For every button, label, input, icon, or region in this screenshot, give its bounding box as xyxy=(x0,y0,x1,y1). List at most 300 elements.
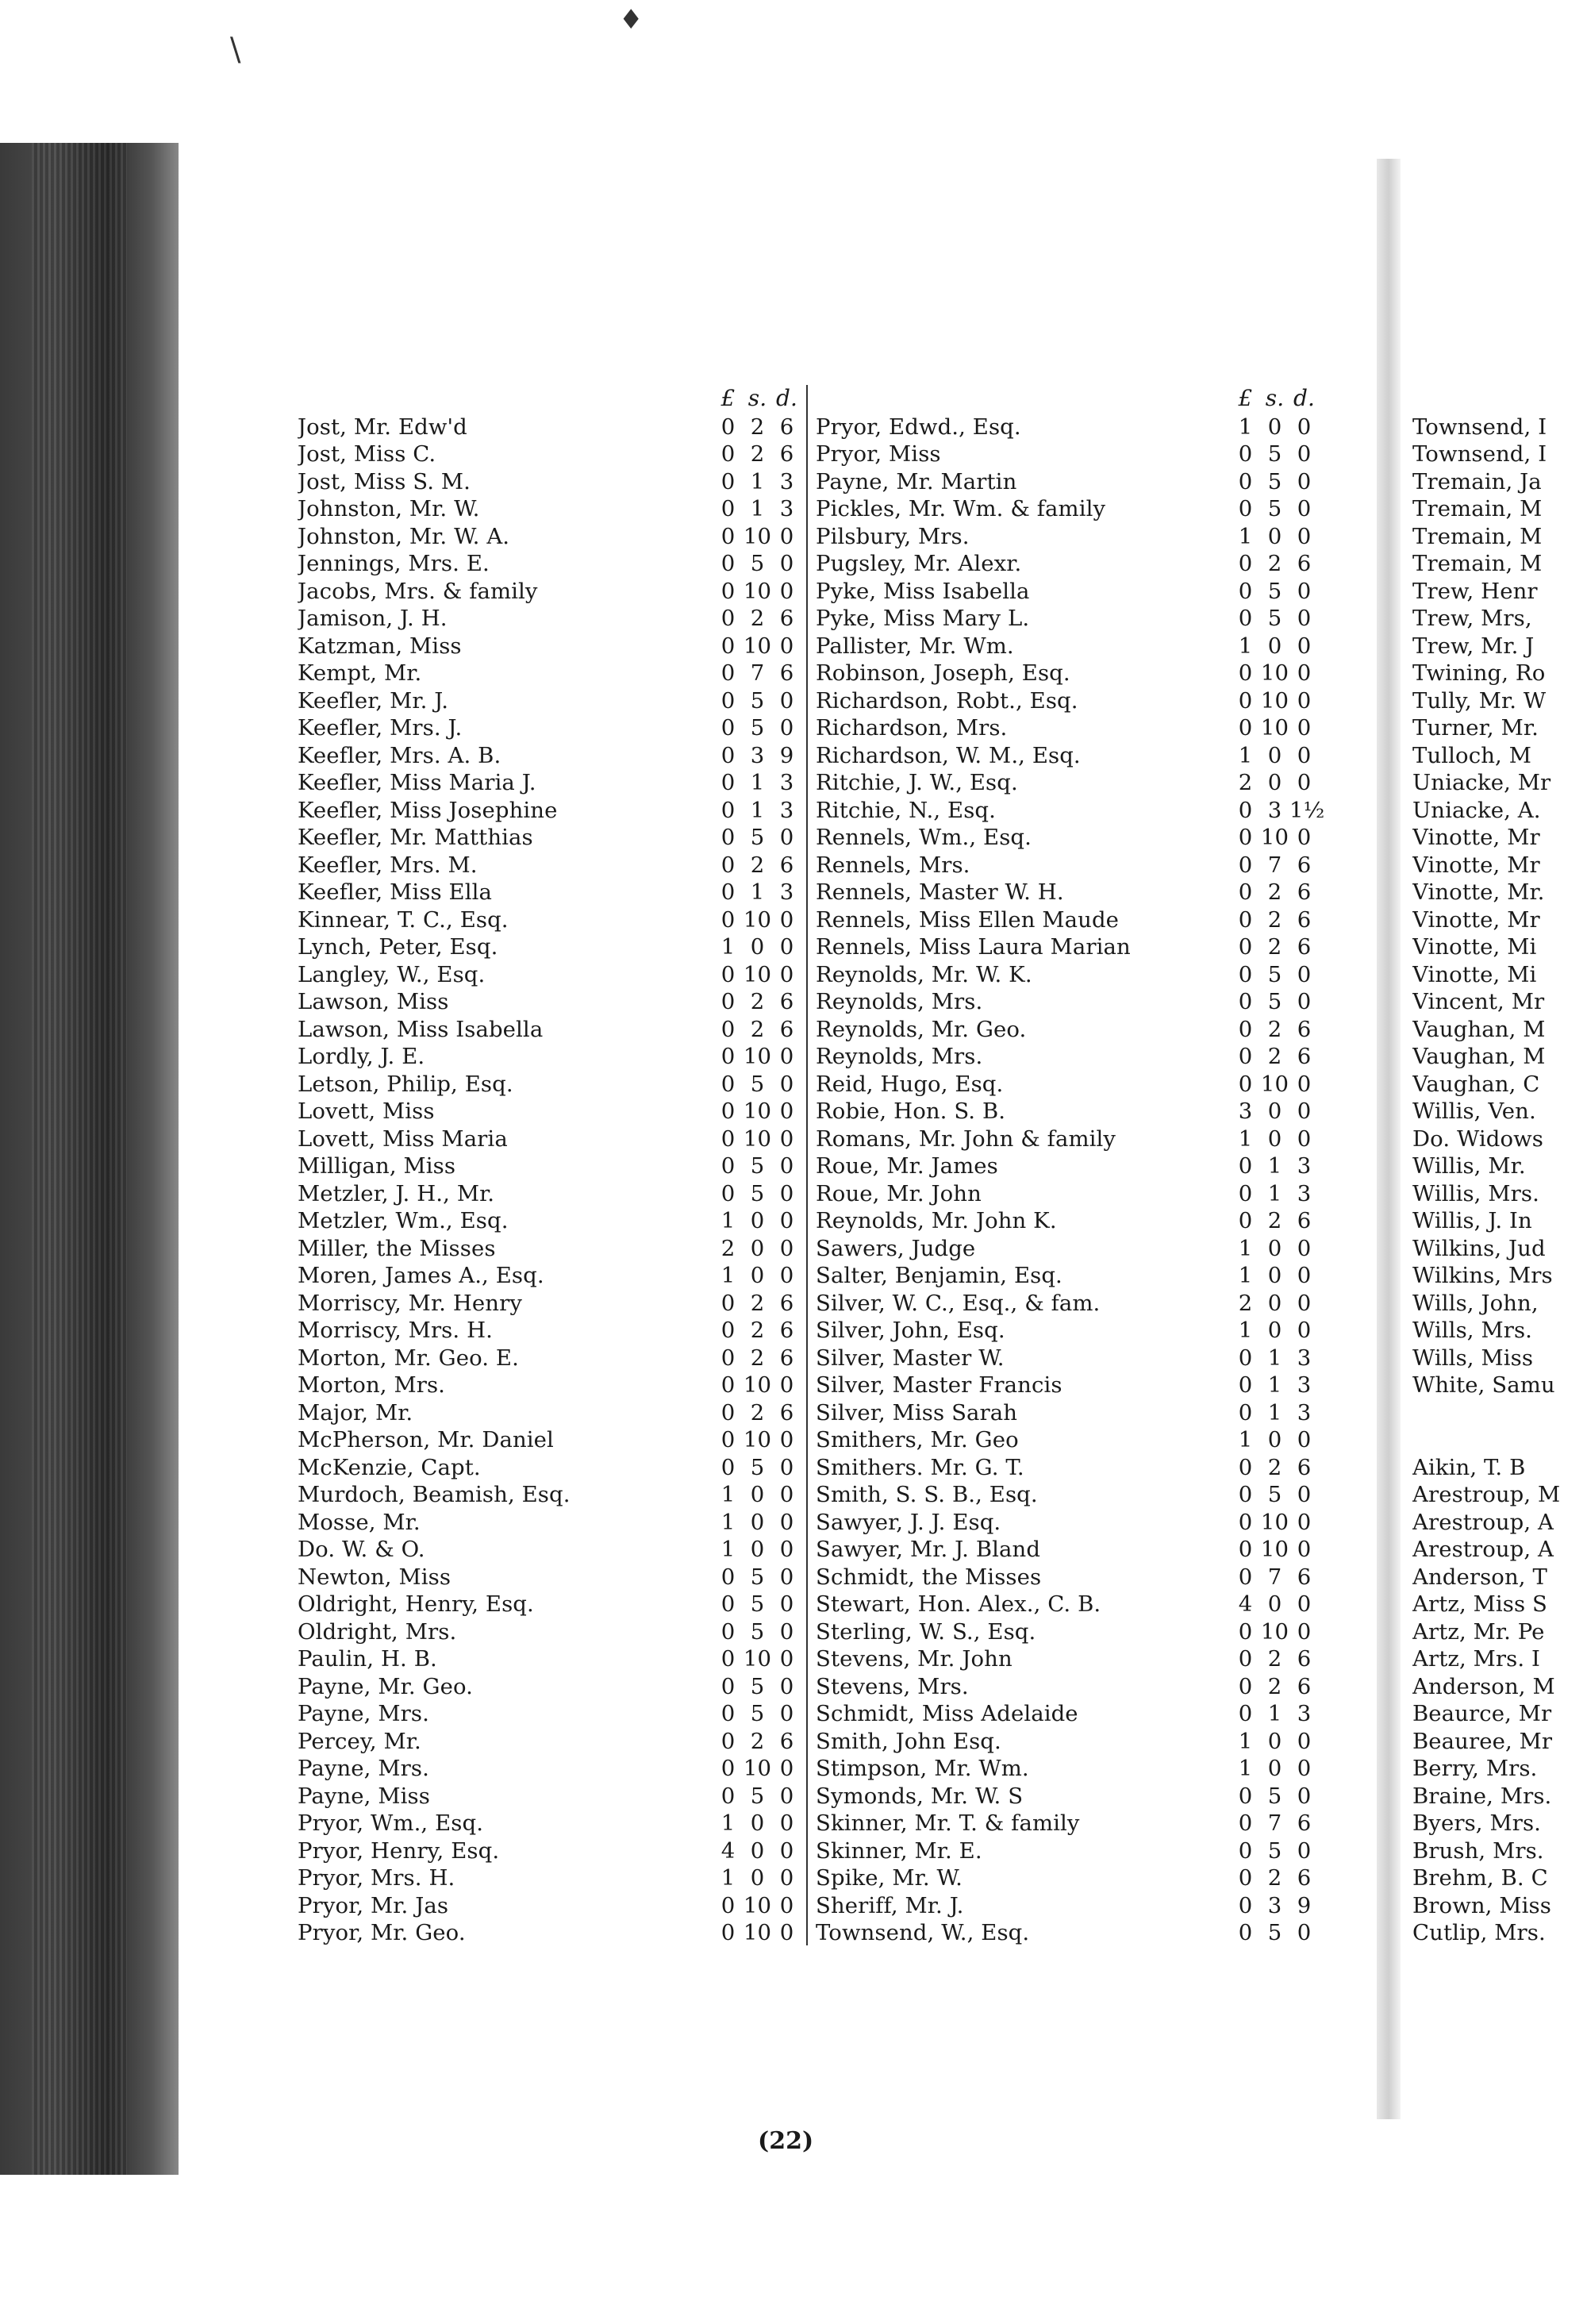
pence-value: 3 xyxy=(1297,1345,1312,1371)
subscriber-row xyxy=(816,1233,1319,1261)
pence-value: 0 xyxy=(1297,1837,1312,1864)
pounds-value: 0 xyxy=(720,825,736,850)
shillings-value: 1 xyxy=(1267,1701,1282,1726)
subscriber-name-partial: Arestroup, A xyxy=(1412,1509,1554,1535)
pounds-value: 1 xyxy=(1238,1125,1253,1152)
pence-value: 6 xyxy=(779,852,794,878)
pounds-value: 0 xyxy=(720,1071,736,1097)
pounds-value: 0 xyxy=(720,852,736,878)
shillings-value: 2 xyxy=(750,852,765,878)
subscriber-name: Stewart, Hon. Alex., C. B. xyxy=(816,1591,1101,1617)
subscriber-name-partial: White, Samu xyxy=(1412,1372,1555,1398)
subscriber-row xyxy=(298,659,801,687)
subscriber-name-partial: Do. Widows xyxy=(1412,1125,1543,1152)
pounds-value: 0 xyxy=(720,1564,736,1590)
shillings-value: 2 xyxy=(1267,1208,1282,1233)
shillings-value: 2 xyxy=(750,1399,765,1426)
shillings-value: 5 xyxy=(1267,1837,1282,1864)
pounds-value: 0 xyxy=(720,715,736,741)
subscriber-row-partial xyxy=(1412,440,1587,467)
shillings-value: 0 xyxy=(1267,1263,1282,1288)
pence-value: 3 xyxy=(779,797,794,823)
subscriber-row xyxy=(816,1891,1319,1918)
pence-value: 0 xyxy=(779,1071,794,1097)
subscriber-name: Roue, Mr. John xyxy=(816,1180,982,1206)
subscriber-name: Lordly, J. E. xyxy=(298,1044,425,1069)
pounds-value: 1 xyxy=(720,1263,736,1288)
subscriber-name: McKenzie, Capt. xyxy=(298,1454,481,1480)
subscriber-row xyxy=(816,714,1319,741)
subscriber-name-partial: Vinotte, Mi xyxy=(1412,961,1537,987)
pounds-value: 0 xyxy=(1238,1865,1253,1891)
pounds-value: 0 xyxy=(720,468,736,494)
shillings-value: 10 xyxy=(743,1099,772,1124)
pence-value: 0 xyxy=(779,687,794,714)
subscriber-name-partial: Trew, Henr xyxy=(1412,578,1538,604)
shillings-value: 0 xyxy=(1267,1235,1282,1261)
shillings-value: 1 xyxy=(1267,1399,1282,1426)
subscriber-name: Payne, Mr. Geo. xyxy=(298,1673,473,1699)
subscriber-row-partial xyxy=(1412,1069,1587,1097)
pence-value: 3 xyxy=(779,496,794,521)
subscriber-name: Stevens, Mr. John xyxy=(816,1646,1013,1672)
subscriber-name: Salter, Benjamin, Esq. xyxy=(816,1263,1062,1288)
subscriber-name: Oldright, Henry, Esq. xyxy=(298,1591,534,1617)
shillings-value: 10 xyxy=(1260,687,1289,714)
pounds-value: 0 xyxy=(1238,1537,1253,1562)
subscriber-name: Lawson, Miss xyxy=(298,989,449,1014)
subscriber-row xyxy=(816,1398,1319,1426)
pence-value: 3 xyxy=(1297,1153,1312,1179)
subscriber-row-partial xyxy=(1412,1042,1587,1070)
shillings-value: 0 xyxy=(750,934,765,960)
subscriber-name: Reid, Hugo, Esq. xyxy=(816,1071,1004,1097)
subscriber-row-partial xyxy=(1412,987,1587,1015)
subscriber-row xyxy=(816,1809,1319,1837)
subscriber-row-partial xyxy=(1412,741,1587,768)
pence-header: d. xyxy=(1293,385,1316,411)
pence-value: 0 xyxy=(779,715,794,741)
pence-value: 0 xyxy=(779,1180,794,1206)
subscriber-row xyxy=(298,1617,801,1645)
subscriber-row xyxy=(816,659,1319,687)
pounds-value: 0 xyxy=(1238,1783,1253,1809)
shillings-value: 1 xyxy=(750,496,765,521)
subscriber-row-partial xyxy=(1412,1864,1587,1891)
shillings-value: 2 xyxy=(750,441,765,467)
pounds-value: 1 xyxy=(1238,523,1253,549)
subscriber-name: Silver, W. C., Esq., & fam. xyxy=(816,1290,1101,1316)
pounds-value: 0 xyxy=(1238,1618,1253,1645)
shillings-value: 7 xyxy=(1267,1810,1282,1836)
subscriber-name: Jamison, J. H. xyxy=(298,606,448,631)
shillings-value: 1 xyxy=(750,770,765,795)
subscriber-name: Jost, Mr. Edw'd xyxy=(298,414,467,440)
subscriber-row xyxy=(298,714,801,741)
subscriber-row xyxy=(298,549,801,577)
shillings-value: 2 xyxy=(750,989,765,1014)
pence-value: 0 xyxy=(1297,633,1312,659)
pounds-value: 0 xyxy=(1238,715,1253,741)
pounds-value: 0 xyxy=(1238,578,1253,604)
shillings-value: 0 xyxy=(1267,1427,1282,1452)
pounds-value: 0 xyxy=(720,441,736,467)
subscriber-name: Johnston, Mr. W. A. xyxy=(298,523,510,549)
subscriber-name-partial: Brown, Miss xyxy=(1412,1892,1551,1918)
subscriber-row xyxy=(816,1152,1319,1179)
shillings-value: 10 xyxy=(743,961,772,987)
subscriber-row-partial xyxy=(1412,1014,1587,1042)
subscriber-name-partial: Wilkins, Mrs xyxy=(1412,1263,1553,1288)
subscriber-row-partial xyxy=(1412,576,1587,604)
shillings-value: 1 xyxy=(750,879,765,905)
pounds-value: 0 xyxy=(720,1454,736,1480)
subscriber-name: Keefler, Miss Josephine xyxy=(298,797,558,823)
pence-value: 0 xyxy=(1297,660,1312,686)
subscriber-row xyxy=(298,1152,801,1179)
subscriber-row-partial xyxy=(1412,1535,1587,1563)
pence-value: 0 xyxy=(1297,414,1312,440)
subscriber-row xyxy=(298,1452,801,1480)
subscriber-name: Reynolds, Mr. W. K. xyxy=(816,961,1032,987)
subscriber-name: Silver, Miss Sarah xyxy=(816,1399,1018,1426)
shillings-value: 10 xyxy=(743,1756,772,1781)
subscriber-name-partial: Vaughan, C xyxy=(1412,1071,1540,1097)
subscriber-row-partial xyxy=(1412,1645,1587,1672)
pence-value: 6 xyxy=(1297,1673,1312,1699)
subscriber-name: Keefler, Mr. J. xyxy=(298,687,449,714)
subscriber-name-partial: Cutlip, Mrs. xyxy=(1412,1920,1546,1945)
shillings-value: 5 xyxy=(1267,441,1282,467)
subscriber-row xyxy=(298,1426,801,1453)
subscriber-name: Jost, Miss C. xyxy=(298,441,436,467)
shillings-value: 10 xyxy=(1260,660,1289,686)
pounds-value: 0 xyxy=(720,606,736,631)
pounds-value: 0 xyxy=(720,633,736,659)
subscriber-name: Rennels, Miss Ellen Maude xyxy=(816,906,1120,933)
subscriber-row xyxy=(298,1918,801,1946)
subscriber-name: Keefler, Mrs. A. B. xyxy=(298,742,501,768)
subscriber-row xyxy=(816,1480,1319,1508)
subscriber-name: Pryor, Mr. Geo. xyxy=(298,1920,466,1945)
pounds-value: 2 xyxy=(720,1235,736,1261)
pounds-value: 0 xyxy=(1238,606,1253,631)
shillings-value: 2 xyxy=(1267,1673,1282,1699)
subscriber-row xyxy=(816,1316,1319,1344)
pence-value: 0 xyxy=(779,1673,794,1699)
subscriber-row-partial xyxy=(1412,1781,1587,1809)
pence-value: 6 xyxy=(1297,1044,1312,1069)
pence-value: 6 xyxy=(1297,1810,1312,1836)
shillings-value: 0 xyxy=(1267,1099,1282,1124)
pounds-value: 1 xyxy=(1238,1756,1253,1781)
pounds-value: 0 xyxy=(1238,934,1253,960)
shillings-value: 10 xyxy=(743,1125,772,1152)
pence-value: 0 xyxy=(1297,1482,1312,1507)
shillings-value: 5 xyxy=(750,825,765,850)
subscriber-row-partial xyxy=(1412,1233,1587,1261)
subscriber-name: Kinnear, T. C., Esq. xyxy=(298,906,509,933)
pence-value: 0 xyxy=(1297,468,1312,494)
shillings-value: 0 xyxy=(1267,414,1282,440)
shillings-value: 5 xyxy=(750,1153,765,1179)
pounds-value: 0 xyxy=(1238,797,1253,823)
subscriber-row xyxy=(298,823,801,851)
subscriber-name: Keefler, Mr. Matthias xyxy=(298,825,533,850)
subscriber-name: Keefler, Miss Maria J. xyxy=(298,770,536,795)
subscriber-name: McPherson, Mr. Daniel xyxy=(298,1427,554,1452)
pence-value: 9 xyxy=(779,742,794,768)
subscriber-row xyxy=(298,1371,801,1399)
subscriber-row-partial xyxy=(1412,659,1587,687)
pence-value: 1½ xyxy=(1289,797,1325,823)
shillings-value: 7 xyxy=(750,660,765,686)
pence-value: 0 xyxy=(1297,742,1312,768)
pounds-value: 0 xyxy=(720,523,736,549)
shillings-value: 5 xyxy=(750,1701,765,1726)
subscriber-name: Rennels, Mrs. xyxy=(816,852,970,878)
subscriber-row xyxy=(298,768,801,796)
subscriber-row-partial xyxy=(1412,795,1587,823)
subscriber-row xyxy=(298,1645,801,1672)
pounds-value: 1 xyxy=(720,1482,736,1507)
pence-value: 0 xyxy=(779,1564,794,1590)
shillings-value: 1 xyxy=(750,797,765,823)
shillings-value: 5 xyxy=(750,1071,765,1097)
pence-value: 6 xyxy=(779,1016,794,1042)
pence-value: 0 xyxy=(779,961,794,987)
shillings-value: 5 xyxy=(1267,496,1282,521)
subscriber-row-partial xyxy=(1412,1836,1587,1864)
subscriber-row xyxy=(816,1343,1319,1371)
shillings-value: 10 xyxy=(743,1892,772,1918)
pounds-value: 0 xyxy=(1238,1208,1253,1233)
shillings-value: 10 xyxy=(1260,825,1289,850)
subscriber-row-partial xyxy=(1412,686,1587,714)
pounds-value: 0 xyxy=(720,1618,736,1645)
subscriber-row-partial xyxy=(1412,1288,1587,1316)
pounds-header: £ xyxy=(720,385,736,411)
shillings-value: 10 xyxy=(1260,1618,1289,1645)
pence-value: 0 xyxy=(1297,496,1312,521)
shillings-value: 10 xyxy=(743,1044,772,1069)
subscriber-name: Pryor, Henry, Esq. xyxy=(298,1837,500,1864)
pence-value: 6 xyxy=(779,1728,794,1754)
pounds-value: 0 xyxy=(720,879,736,905)
page-gutter xyxy=(1377,159,1401,2119)
subscriber-row xyxy=(816,1042,1319,1070)
pence-value: 3 xyxy=(1297,1180,1312,1206)
subscriber-row xyxy=(298,1754,801,1782)
pounds-value: 0 xyxy=(1238,1892,1253,1918)
pence-value: 6 xyxy=(779,1318,794,1343)
pence-value: 0 xyxy=(1297,1427,1312,1452)
subscriber-row-partial xyxy=(1412,1452,1587,1480)
subscriber-name: Silver, John, Esq. xyxy=(816,1318,1005,1343)
pence-value: 6 xyxy=(1297,879,1312,905)
subscriber-name-partial: Wills, John, xyxy=(1412,1290,1539,1316)
subscriber-row-partial xyxy=(1412,631,1587,659)
subscriber-row-partial xyxy=(1412,1672,1587,1699)
shillings-value: 5 xyxy=(1267,578,1282,604)
subscriber-row-partial xyxy=(1412,1206,1587,1234)
pounds-value: 0 xyxy=(720,414,736,440)
right-column-spacer xyxy=(1412,385,1587,412)
subscriber-name: Jacobs, Mrs. & family xyxy=(298,578,538,604)
subscriber-name-partial: Uniacke, Mr xyxy=(1412,770,1551,795)
subscriber-row xyxy=(816,1288,1319,1316)
shillings-value: 10 xyxy=(1260,1509,1289,1535)
shillings-value: 2 xyxy=(1267,879,1282,905)
pence-value: 0 xyxy=(779,1591,794,1617)
shillings-value: 5 xyxy=(1267,1783,1282,1809)
shillings-value: 0 xyxy=(1267,1728,1282,1754)
pence-value: 0 xyxy=(1297,989,1312,1014)
pence-value: 0 xyxy=(779,1892,794,1918)
shillings-value: 0 xyxy=(1267,770,1282,795)
pence-value: 0 xyxy=(779,1153,794,1179)
right-column-rows xyxy=(1412,412,1587,1945)
currency-header xyxy=(816,385,1319,412)
pounds-value: 1 xyxy=(1238,1318,1253,1343)
subscriber-name-partial: Wilkins, Jud xyxy=(1412,1235,1546,1261)
shillings-value: 5 xyxy=(1267,961,1282,987)
subscriber-name: Lynch, Peter, Esq. xyxy=(298,934,498,960)
subscriber-row xyxy=(298,1507,801,1535)
pounds-value: 0 xyxy=(720,1591,736,1617)
pounds-value: 0 xyxy=(720,770,736,795)
shillings-value: 3 xyxy=(750,742,765,768)
subscriber-name-partial: Vinotte, Mr xyxy=(1412,852,1540,878)
pounds-value: 1 xyxy=(720,1208,736,1233)
pounds-value: 0 xyxy=(720,1290,736,1316)
pounds-value: 0 xyxy=(1238,1180,1253,1206)
pounds-value: 1 xyxy=(1238,414,1253,440)
shillings-value: 0 xyxy=(750,1208,765,1233)
subscriber-row-partial xyxy=(1412,1590,1587,1618)
subscriber-name: Percey, Mr. xyxy=(298,1728,421,1754)
subscriber-name: Richardson, Mrs. xyxy=(816,715,1008,741)
subscriber-row-partial xyxy=(1412,850,1587,878)
subscriber-name-partial: Townsend, I xyxy=(1412,441,1547,467)
shillings-value: 1 xyxy=(1267,1372,1282,1398)
shillings-value: 10 xyxy=(743,633,772,659)
pounds-value: 4 xyxy=(1238,1591,1253,1617)
middle-column-rows xyxy=(816,412,1325,1945)
subscriber-name: Do. W. & O. xyxy=(298,1537,425,1562)
subscriber-row xyxy=(816,494,1319,522)
pence-value: 0 xyxy=(779,1837,794,1864)
pence-value: 0 xyxy=(779,1427,794,1452)
pounds-value: 0 xyxy=(1238,852,1253,878)
subscriber-name: Stimpson, Mr. Wm. xyxy=(816,1756,1029,1781)
pounds-value: 0 xyxy=(1238,660,1253,686)
subscriber-row xyxy=(816,1781,1319,1809)
subscriber-row xyxy=(298,1864,801,1891)
shillings-value: 2 xyxy=(1267,1646,1282,1672)
shillings-value: 2 xyxy=(1267,551,1282,576)
pence-header: d. xyxy=(775,385,798,411)
subscriber-name: Keefler, Mrs. M. xyxy=(298,852,478,878)
subscriber-name-partial: Tully, Mr. W xyxy=(1412,687,1547,714)
subscriber-row xyxy=(816,933,1319,960)
pence-value: 0 xyxy=(1297,523,1312,549)
subscriber-row-partial xyxy=(1412,1097,1587,1125)
pence-value: 0 xyxy=(779,1537,794,1562)
pounds-value: 0 xyxy=(720,1399,736,1426)
subscriber-name: Sawers, Judge xyxy=(816,1235,976,1261)
subscriber-row-partial xyxy=(1412,521,1587,549)
subscriber-row xyxy=(298,631,801,659)
subscriber-name: Smithers, Mr. Geo xyxy=(816,1427,1019,1452)
pounds-value: 0 xyxy=(720,1673,736,1699)
pounds-value: 0 xyxy=(720,551,736,576)
subscriber-row xyxy=(816,1069,1319,1097)
subscriber-name: Pilsbury, Mrs. xyxy=(816,523,970,549)
pounds-value: 0 xyxy=(1238,1810,1253,1836)
subscriber-name: Ritchie, N., Esq. xyxy=(816,797,996,823)
subscriber-name: Romans, Mr. John & family xyxy=(816,1125,1116,1152)
pounds-value: 0 xyxy=(720,1318,736,1343)
subscriber-name: Pryor, Wm., Esq. xyxy=(298,1810,484,1836)
subscriber-name-partial: Vincent, Mr xyxy=(1412,989,1545,1014)
pounds-value: 0 xyxy=(720,1125,736,1152)
pounds-value: 0 xyxy=(720,1372,736,1398)
shillings-value: 5 xyxy=(750,1454,765,1480)
shillings-value: 2 xyxy=(1267,1016,1282,1042)
subscriber-row xyxy=(816,686,1319,714)
pence-value: 3 xyxy=(1297,1399,1312,1426)
subscriber-row xyxy=(816,1535,1319,1563)
shillings-value: 0 xyxy=(750,1235,765,1261)
pence-value: 0 xyxy=(1297,1071,1312,1097)
pence-value: 0 xyxy=(779,1865,794,1891)
subscriber-name: Pryor, Mr. Jas xyxy=(298,1892,449,1918)
subscriber-row xyxy=(816,1097,1319,1125)
subscriber-name: Payne, Mrs. xyxy=(298,1701,429,1726)
subscriber-name: Letson, Philip, Esq. xyxy=(298,1071,513,1097)
subscriber-name-partial: Vinotte, Mr xyxy=(1412,906,1540,933)
shillings-value: 5 xyxy=(750,687,765,714)
pence-value: 6 xyxy=(779,1399,794,1426)
pence-value: 0 xyxy=(779,1756,794,1781)
subscriber-row-partial xyxy=(1412,1809,1587,1837)
shillings-value: 5 xyxy=(750,1618,765,1645)
subscriber-row-partial xyxy=(1412,1426,1587,1453)
subscriber-row xyxy=(816,631,1319,659)
subscriber-name: Lovett, Miss xyxy=(298,1099,435,1124)
pence-value: 0 xyxy=(1297,1125,1312,1152)
pounds-value: 0 xyxy=(1238,1673,1253,1699)
shillings-value: 2 xyxy=(750,1728,765,1754)
pounds-value: 0 xyxy=(1238,1920,1253,1945)
pence-value: 0 xyxy=(1297,1783,1312,1809)
subscriber-name: Major, Mr. xyxy=(298,1399,413,1426)
subscriber-row xyxy=(298,1014,801,1042)
subscriber-row xyxy=(298,1343,801,1371)
subscriber-name-partial: Twining, Ro xyxy=(1412,660,1546,686)
subscriber-name: Pryor, Miss xyxy=(816,441,941,467)
subscriber-name-partial: Arestroup, M xyxy=(1412,1482,1561,1507)
pence-value: 0 xyxy=(779,633,794,659)
shillings-value: 0 xyxy=(750,1865,765,1891)
pounds-value: 1 xyxy=(1238,1427,1253,1452)
pence-value: 0 xyxy=(1297,825,1312,850)
subscriber-name: Jennings, Mrs. E. xyxy=(298,551,490,576)
pence-value: 0 xyxy=(1297,1920,1312,1945)
pence-value: 6 xyxy=(1297,551,1312,576)
subscriber-name: Johnston, Mr. W. xyxy=(298,496,480,521)
